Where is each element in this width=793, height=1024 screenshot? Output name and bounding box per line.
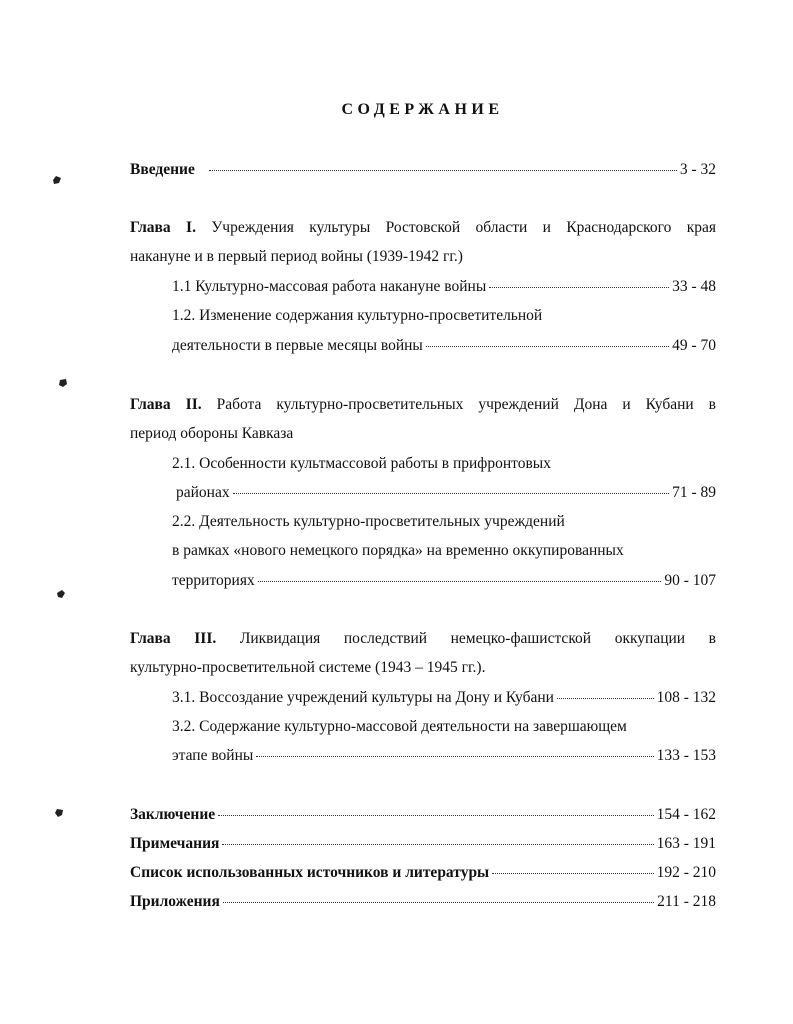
- toc-entry-notes[interactable]: [130, 834, 716, 854]
- toc-entry-1-2[interactable]: [172, 336, 716, 356]
- toc-pages: 154 - 162: [656, 806, 716, 823]
- toc-entry-1-2-line1: 1.2. Изменение содержания культурно-просветительной: [172, 307, 543, 324]
- chapter-1-title-line1: Учреждения культуры Ростовской области и Краснодарского края: [211, 219, 716, 236]
- toc-entry-2-2[interactable]: [172, 571, 716, 591]
- toc-label: Список использованных источников и литературы: [130, 864, 490, 881]
- chapter-3-title-line2: культурно-просветительной системе (1943 – 1945 гг.).: [130, 659, 486, 676]
- dot-leader: [489, 287, 669, 288]
- toc-entry-intro[interactable]: [130, 160, 716, 180]
- toc-entry-2-2-line2: в рамках «нового немецкого порядка» на временно оккупированных: [172, 542, 624, 559]
- toc-label: территориях: [172, 572, 255, 589]
- chapter-2-title-line2: период обороны Кавказа: [130, 425, 294, 442]
- toc-entry-sources[interactable]: [130, 863, 716, 883]
- chapter-1-prefix: Глава I.: [130, 219, 196, 236]
- dot-leader: [222, 844, 653, 845]
- binder-hole-mark: [54, 808, 64, 818]
- dot-leader: [233, 493, 669, 494]
- dot-leader: [223, 902, 654, 903]
- dot-leader: [209, 170, 677, 171]
- toc-label: районах: [176, 484, 230, 501]
- toc-pages: 90 - 107: [664, 572, 716, 589]
- toc-entry-2-2-line1: 2.2. Деятельность культурно-просветительных учреждений: [172, 513, 565, 530]
- toc-pages: 49 - 70: [672, 337, 716, 354]
- chapter-1-title-line2: накануне и в первый период войны (1939-1942 гг.): [130, 248, 463, 265]
- chapter-3-prefix: Глава III.: [130, 630, 217, 647]
- toc-entry-2-1[interactable]: [176, 483, 716, 503]
- toc-entry-appendices[interactable]: [130, 892, 716, 912]
- chapter-3-title-line1: Ликвидация последствий немецко-фашистской оккупации в: [239, 630, 716, 647]
- toc-entry-2-1-line1: 2.1. Особенности культмассовой работы в прифронтовых: [172, 455, 551, 472]
- chapter-1-heading[interactable]: [130, 218, 716, 238]
- chapter-2-heading[interactable]: [130, 395, 716, 415]
- toc-pages: 3 - 32: [679, 161, 716, 178]
- toc-entry-3-2[interactable]: [172, 746, 716, 766]
- toc-entry-conclusion[interactable]: [130, 805, 716, 825]
- binder-hole-mark: [58, 378, 68, 388]
- chapter-3-heading[interactable]: [130, 629, 716, 649]
- dot-leader: [258, 581, 662, 582]
- toc-entry-3-1[interactable]: [172, 688, 716, 708]
- toc-pages: 133 - 153: [656, 747, 716, 764]
- toc-pages: 211 - 218: [657, 893, 716, 910]
- toc-label: Примечания: [130, 835, 220, 852]
- toc-pages: 192 - 210: [656, 864, 716, 881]
- dot-leader: [557, 698, 654, 699]
- toc-label: Приложения: [130, 893, 220, 910]
- dot-leader: [256, 756, 653, 757]
- toc-pages: 33 - 48: [672, 278, 716, 295]
- dot-leader: [492, 873, 653, 874]
- toc-entry-3-2-line1: 3.2. Содержание культурно-массовой деятельности на завершающем: [172, 718, 627, 735]
- toc-label: деятельности в первые месяцы войны: [172, 337, 423, 354]
- chapter-2-prefix: Глава II.: [130, 396, 202, 413]
- toc-label: 1.1 Культурно-массовая работа накануне войны: [172, 278, 487, 295]
- toc-label: 3.1. Воссоздание учреждений культуры на Дону и Кубани: [172, 689, 554, 706]
- page-title: СОДЕРЖАНИЕ: [341, 101, 504, 118]
- binder-hole-mark: [52, 175, 62, 185]
- toc-label: Заключение: [130, 806, 216, 823]
- toc-entry-1-1[interactable]: [172, 277, 716, 297]
- dot-leader: [218, 815, 653, 816]
- toc-pages: 71 - 89: [672, 484, 716, 501]
- toc-pages: 163 - 191: [656, 835, 716, 852]
- binder-hole-mark: [56, 589, 66, 599]
- toc-label: этапе войны: [172, 747, 254, 764]
- toc-pages: 108 - 132: [656, 689, 716, 706]
- dot-leader: [426, 346, 669, 347]
- chapter-2-title-line1: Работа культурно-просветительных учреждений Дона и Кубани в: [216, 396, 716, 413]
- toc-label: Введение: [130, 161, 195, 178]
